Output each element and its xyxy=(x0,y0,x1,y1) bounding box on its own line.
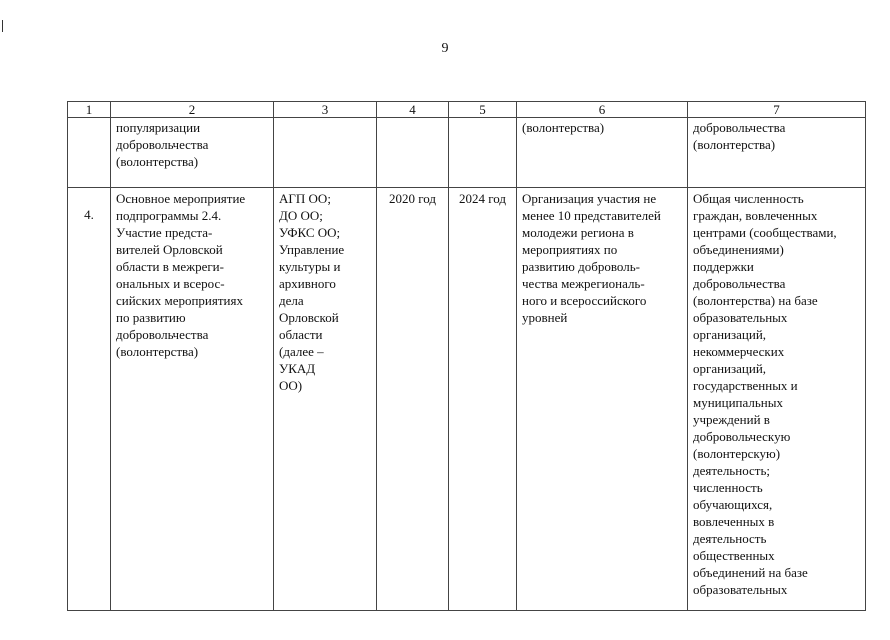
column-header-7: 7 xyxy=(688,102,866,118)
responsible-text: АГП ОО; ДО ОО; УФКС ОО; Управление культуры и архивного дела Орловской области (далее – УКАД ОО) xyxy=(279,191,345,393)
column-header-6: 6 xyxy=(517,102,688,118)
expected-result-text: (волонтерства) xyxy=(522,120,605,135)
cell-number xyxy=(68,188,111,611)
column-header-5: 5 xyxy=(449,102,517,118)
program-activities-table xyxy=(67,101,866,611)
page-number: 9 xyxy=(441,41,449,56)
activity-name-text: популяризации добровольчества (волонтерства) xyxy=(116,120,209,169)
cell-number xyxy=(68,118,111,188)
cell-responsible xyxy=(274,188,377,611)
expected-result-text: Организация участия не менее 10 представителей молодежи региона в мероприятиях по развитию доброволь- чества межрегиональ- ного и всероссийского уровней xyxy=(522,191,661,325)
column-header-4: 4 xyxy=(377,102,449,118)
column-header-3: 3 xyxy=(274,102,377,118)
cell-end-year xyxy=(449,188,517,611)
indicator-text: Общая численность граждан, вовлеченных центрами (сообществами, объединениями) поддержки добровольчества (волонтерства) на базе образовательных организаций, некоммерческих организаций, государственных и муниципальных учреждений в добровольческую (волонтерскую) деятельность; численность обучающихся, вовлеченных в деятельность общественных объединений на базе образовательных xyxy=(693,191,837,597)
table-row-continuation xyxy=(68,118,866,188)
scan-artifact-mark xyxy=(2,20,3,32)
start-year-text: 2020 год xyxy=(389,191,436,206)
cell-start-year xyxy=(377,188,449,611)
cell-activity-name xyxy=(111,188,274,611)
row-number-text: 4. xyxy=(84,207,94,222)
cell-expected-result xyxy=(517,118,688,188)
cell-indicator xyxy=(688,118,866,188)
column-header-1: 1 xyxy=(68,102,111,118)
cell-responsible xyxy=(274,118,377,188)
cell-indicator xyxy=(688,188,866,611)
cell-expected-result xyxy=(517,188,688,611)
table-row-activity-4 xyxy=(68,188,866,611)
cell-end-year xyxy=(449,118,517,188)
indicator-text: добровольчества (волонтерства) xyxy=(693,120,786,152)
cell-start-year xyxy=(377,118,449,188)
column-header-2: 2 xyxy=(111,102,274,118)
cell-activity-name xyxy=(111,118,274,188)
end-year-text: 2024 год xyxy=(459,191,506,206)
column-number-header-row xyxy=(68,102,866,118)
activity-name-text: Основное мероприятие подпрограммы 2.4. Участие предста- вителей Орловской области в межреги- ональных и всерос- сийских мероприятиях по развитию добровольчества (волонтерства) xyxy=(116,191,246,359)
